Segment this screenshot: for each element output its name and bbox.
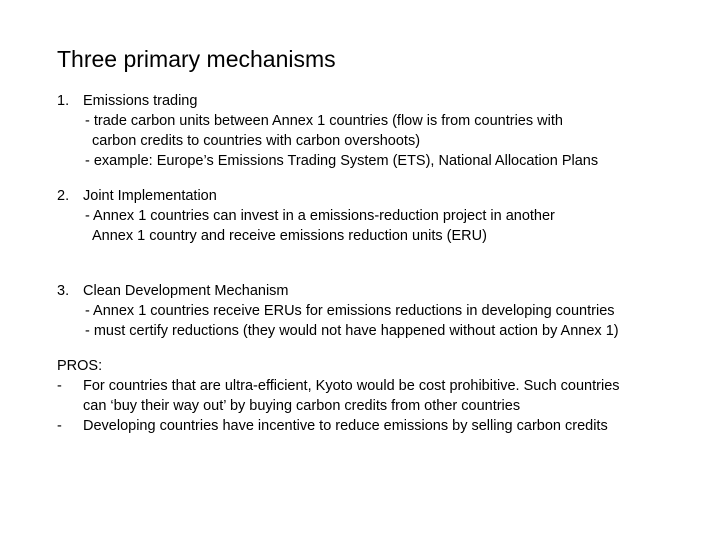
pros-text: For countries that are ultra-efficient, Kyoto would be cost prohibitive. Such countries bbox=[83, 378, 620, 394]
mechanism-item bbox=[57, 186, 707, 246]
pros-section bbox=[57, 356, 707, 436]
mechanism-detail: Annex 1 country and receive emissions reduction units (ERU) bbox=[92, 228, 487, 244]
pros-item bbox=[57, 416, 707, 436]
mechanism-detail: - example: Europe’s Emissions Trading System (ETS), National Allocation Plans bbox=[85, 153, 599, 169]
mechanism-detail: - Annex 1 countries can invest in a emissions-reduction project in another bbox=[85, 208, 555, 224]
mechanism-detail: - trade carbon units between Annex 1 countries (flow is from countries with bbox=[85, 113, 563, 129]
pros-text: Developing countries have incentive to reduce emissions by selling carbon credits bbox=[83, 418, 608, 434]
mechanism-detail: carbon credits to countries with carbon overshoots) bbox=[92, 133, 421, 149]
mechanism-detail: - must certify reductions (they would not have happened without action by Annex 1) bbox=[85, 323, 619, 339]
pros-bullet: - bbox=[57, 418, 62, 434]
pros-heading: PROS: bbox=[57, 358, 103, 374]
mechanism-heading: Clean Development Mechanism bbox=[83, 283, 289, 299]
mechanism-item bbox=[57, 91, 707, 171]
pros-item bbox=[57, 376, 707, 416]
mechanism-number: 2. bbox=[57, 188, 70, 204]
slide-title: Three primary mechanisms bbox=[57, 46, 336, 72]
mechanism-number: 3. bbox=[57, 283, 70, 299]
pros-text: can ‘buy their way out’ by buying carbon credits from other countries bbox=[83, 398, 521, 414]
mechanism-number: 1. bbox=[57, 93, 70, 109]
pros-bullet: - bbox=[57, 378, 62, 394]
mechanism-item bbox=[57, 281, 707, 341]
slide-content bbox=[57, 91, 707, 436]
mechanism-heading: Emissions trading bbox=[83, 93, 198, 109]
mechanism-heading: Joint Implementation bbox=[83, 188, 217, 204]
mechanism-detail: - Annex 1 countries receive ERUs for emissions reductions in developing countries bbox=[85, 303, 615, 319]
